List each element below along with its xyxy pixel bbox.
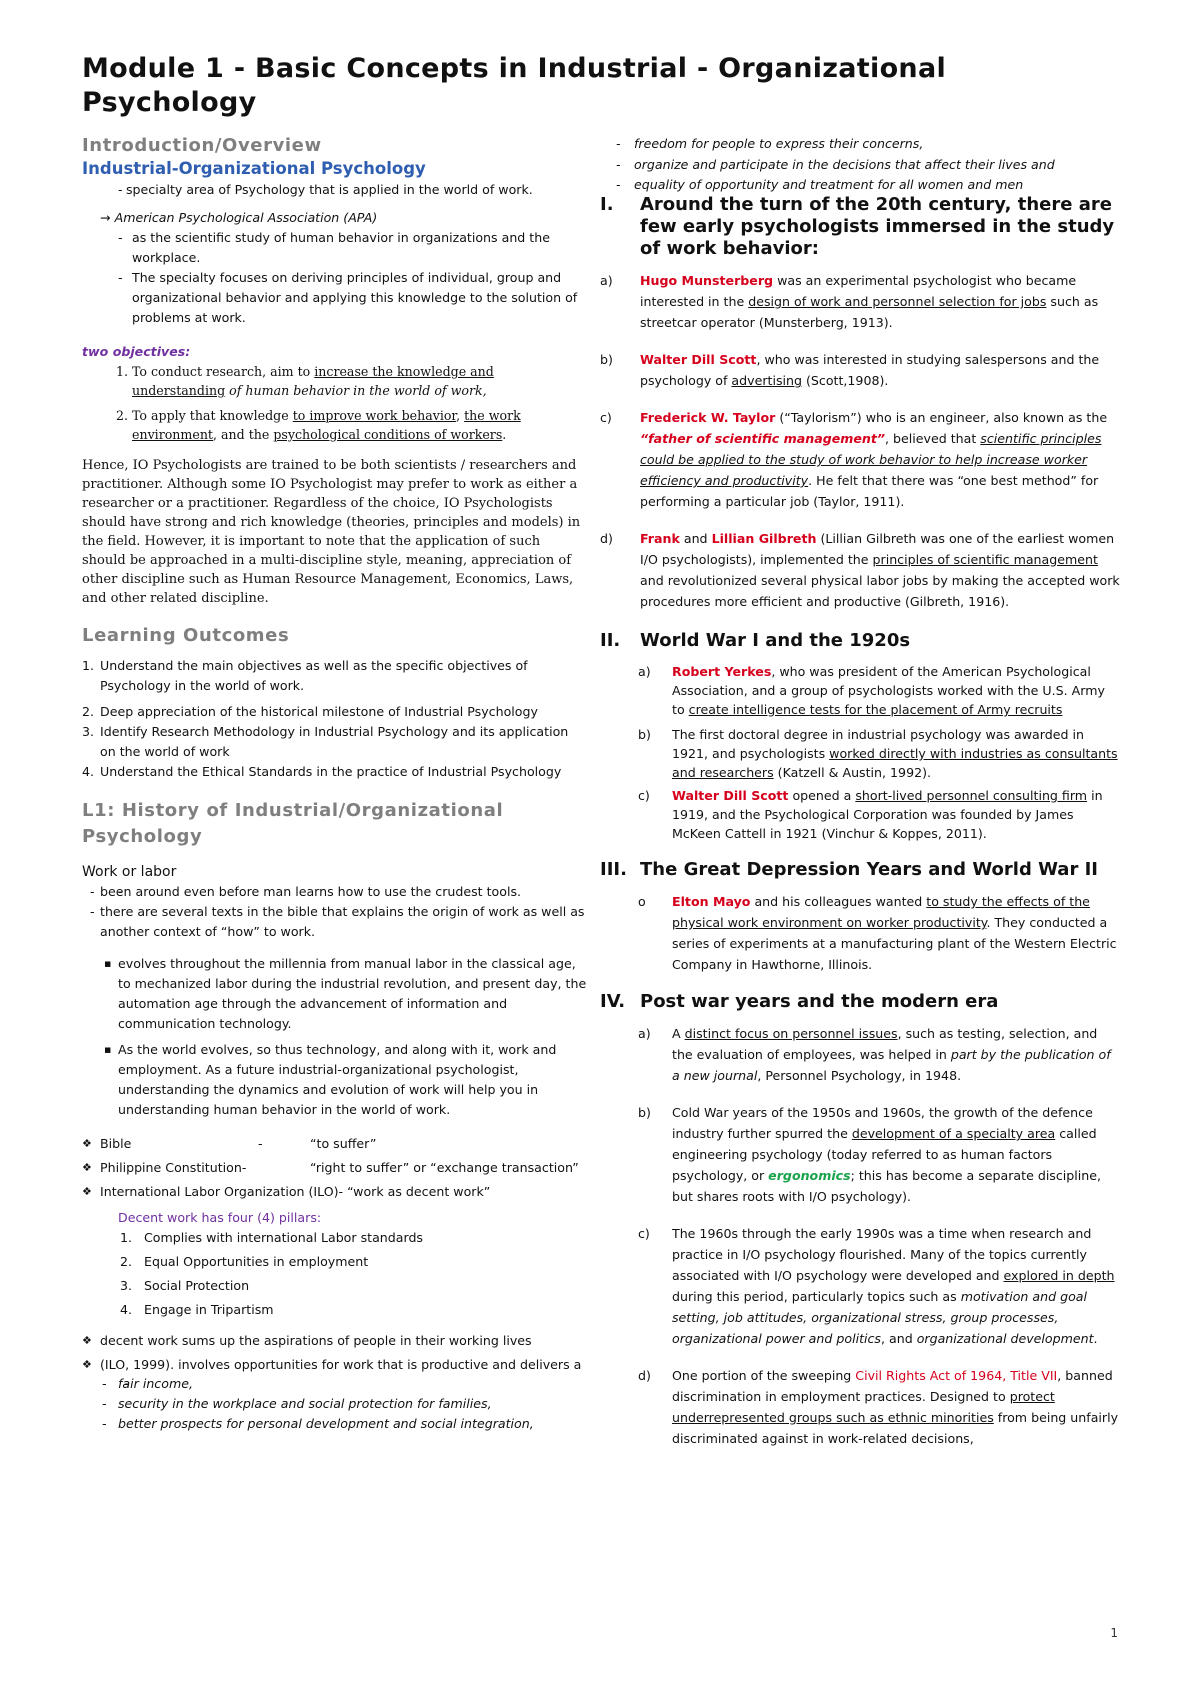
hence-paragraph: Hence, IO Psychologists are trained to be both scientists / researchers and practitioner. Although some IO Psychologist may prefer to work as either a researcher or a practitioner. Regardless of the choice, IO Psychologists should have strong and rich knowledge (theories, principles and models) in the field. However, it is important to note that the application of such should be approached in a multi-discipline style, meaning, appreciation of other discipline such as Human Resource Management, Economics, Laws, and other related discipline. — [82, 458, 581, 606]
decent-item: - - fair income, — [82, 1374, 587, 1394]
page-number: 1 — [1110, 1626, 1118, 1640]
work-item: - there are several texts in the bible that explains the origin of work as well as another context of “how” to work. — [90, 904, 585, 939]
arrow-icon: → — [100, 210, 111, 225]
decent-work-ilo: ❖ (ILO, 1999). involves opportunities for work that is productive and delivers a — [82, 1356, 587, 1374]
scott-item: b) Walter Dill Scott, who was interested in studying salespersons and the psychology of advertising (Scott,1908). — [600, 352, 1100, 388]
decent-item: - organize and participate in the decisions that affect their lives and — [616, 157, 1055, 172]
io-subheading: Industrial-Organizational Psychology — [82, 159, 426, 178]
work-definition-bible: ❖ Bible - “to suffer” — [82, 1134, 587, 1154]
apa-item: - as the scientific study of human behavior in organizations and the workplace. — [82, 228, 587, 268]
outcome-item: 2. Deep appreciation of the historical milestone of Industrial Psychology — [82, 704, 538, 719]
scott-firm-item: c) Walter Dill Scott opened a short-lived personnel consulting firm in 1919, and the Psychological Corporation was founded by James McKeen Cattell in 1921 (Vinchur & Koppes, 2011). — [638, 788, 1103, 841]
decent-item: - equality of opportunity and treatment for all women and men — [616, 177, 1024, 192]
gilbreth-item: d) Frank and Lillian Gilbreth (Lillian Gilbreth was one of the earliest women I/O psychologists), implemented the principles of scientific management and revolutionized several physical labor jobs by making the accepted work procedures more efficient and productive (Gilbreth, 1916). — [600, 531, 1120, 609]
page-title: Module 1 - Basic Concepts in Industrial - Organizational Psychology — [82, 53, 947, 118]
work-definition-ilo: ❖ International Labor Organization (ILO)- “work as decent work” — [82, 1182, 587, 1202]
evolution-item: ▪ evolves throughout the millennia from manual labor in the classical age, to mechanized labor during the industrial revolution, and present day, the automation age through the advancement of information and communication technology. — [82, 954, 587, 1034]
left-column — [82, 134, 587, 1434]
section-iv-heading: IV. Post war years and the modern era — [600, 991, 999, 1012]
work-item: - - been around even before man learns how to use the crudest tools. — [82, 882, 587, 902]
apa-label: American Psychological Association (APA) — [114, 210, 378, 225]
pillars-label: Decent work has four (4) pillars: — [118, 1210, 322, 1225]
apa-line — [82, 208, 587, 228]
decent-work-summary: ❖ decent work sums up the aspirations of people in their working lives — [82, 1332, 587, 1350]
flourish-item: c) The 1960s through the early 1990s was a time when research and practice in I/O psychology flourished. Many of the topics currently associated with I/O psychology were developed and explored in depth during this period, particularly topics such as motivation and goal setting, job attitudes, organizational stress, group processes, organizational power and politics, and organizational development. — [638, 1226, 1115, 1346]
section-i-heading: I. Around the turn of the 20th century, there are few early psychologists immersed in the study of work behavior: — [600, 194, 1115, 259]
decent-item: - better prospects for personal development and social integration, — [102, 1416, 534, 1431]
doctoral-item: b) The first doctoral degree in industrial psychology was awarded in 1921, and psychologists worked directly with industries as consultants and researchers (Katzell & Austin, 1992). — [638, 727, 1118, 780]
work-definition-constitution: ❖ Philippine Constitution- “right to suffer” or “exchange transaction” — [82, 1158, 587, 1178]
objectives-label: two objectives: — [82, 344, 191, 359]
outcome-item: 4. Understand the Ethical Standards in the practice of Industrial Psychology — [82, 764, 562, 779]
outcomes-heading: Learning Outcomes — [82, 625, 290, 646]
l1-heading: L1: History of Industrial/Organizational Psychology — [82, 800, 504, 847]
pillar-item: 4. Engage in Tripartism — [120, 1302, 274, 1317]
munsterberg-item: a) Hugo Munsterberg was an experimental psychologist who became interested in the design of work and personnel selection for jobs such as streetcar operator (Munsterberg, 1913). — [600, 273, 1099, 330]
decent-item: - security in the workplace and social protection for families, — [102, 1396, 492, 1411]
outcome-item: 1. Understand the main objectives as well as the specific objectives of Psychology in the world of work. — [82, 658, 528, 693]
yerkes-item: a) Robert Yerkes, who was president of the American Psychological Association, and a group of psychologists worked with the U.S. Army to create intelligence tests for the placement of Army recruits — [638, 664, 1105, 717]
evolution-item: ▪ As the world evolves, so thus technology, and along with it, work and employment. As a future industrial-organizational psychologist, understanding the dynamics and evolution of work will help you in understanding human behavior in the world of work. — [82, 1040, 587, 1120]
section-ii-heading: II. World War I and the 1920s — [600, 630, 911, 651]
pillar-item: 1. Complies with international Labor standards — [120, 1230, 423, 1245]
personnel-item: a) A distinct focus on personnel issues, such as testing, selection, and the evaluation of employees, was helped in part by the publication of a new journal, Personnel Psychology, in 1948. — [638, 1026, 1111, 1083]
outcome-item: 3. Identify Research Methodology in Industrial Psychology and its application on the world of work — [82, 724, 569, 759]
definition-item: - specialty area of Psychology that is applied in the world of work. — [82, 180, 587, 200]
work-label: Work or labor — [82, 864, 177, 880]
apa-item: - The specialty focuses on deriving principles of individual, group and organizational behavior and applying this knowledge to the solution of problems at work. — [82, 268, 587, 328]
objective-2: 2. To apply that knowledge to improve work behavior, the work environment, and the psychological conditions of workers. — [116, 408, 521, 442]
cold-war-item: b) Cold War years of the 1950s and 1960s, the growth of the defence industry further spurred the development of a specialty area called engineering psychology (today referred to as human factors psychology, or ergonomics; this has become a separate discipline, but shares roots with I/O psychology). — [638, 1105, 1102, 1204]
taylor-item: c) Frederick W. Taylor (“Taylorism”) who is an engineer, also known as the “father of scientific management”, believed that scientific principles could be applied to the study of work behavior to help increase worker efficiency and productivity. He felt that there was “one best method” for performing a particular job (Taylor, 1911). — [600, 410, 1108, 509]
decent-item: - freedom for people to express their concerns, — [616, 136, 924, 151]
section-iii-heading: III. The Great Depression Years and World War II — [600, 859, 1098, 880]
civil-rights-item: d) One portion of the sweeping Civil Rights Act of 1964, Title VII, banned discrimination in employment practices. Designed to protect underrepresented groups such as ethnic minorities from being unfairly discriminated against in work-related decisions, — [638, 1368, 1119, 1446]
intro-heading: Introduction/Overview — [82, 135, 322, 156]
right-column — [600, 134, 1120, 1449]
objective-1: 1. To conduct research, aim to increase the knowledge and understanding of human behavior in the world of work, — [116, 364, 494, 398]
pillar-item: 3. Social Protection — [120, 1278, 250, 1293]
pillar-item: 2. Equal Opportunities in employment — [120, 1254, 369, 1269]
mayo-item: o Elton Mayo and his colleagues wanted to study the effects of the physical work environment on worker productivity. They conducted a series of experiments at a manufacturing plant of the Western Electric Company in Hawthorne, Illinois. — [638, 894, 1117, 972]
